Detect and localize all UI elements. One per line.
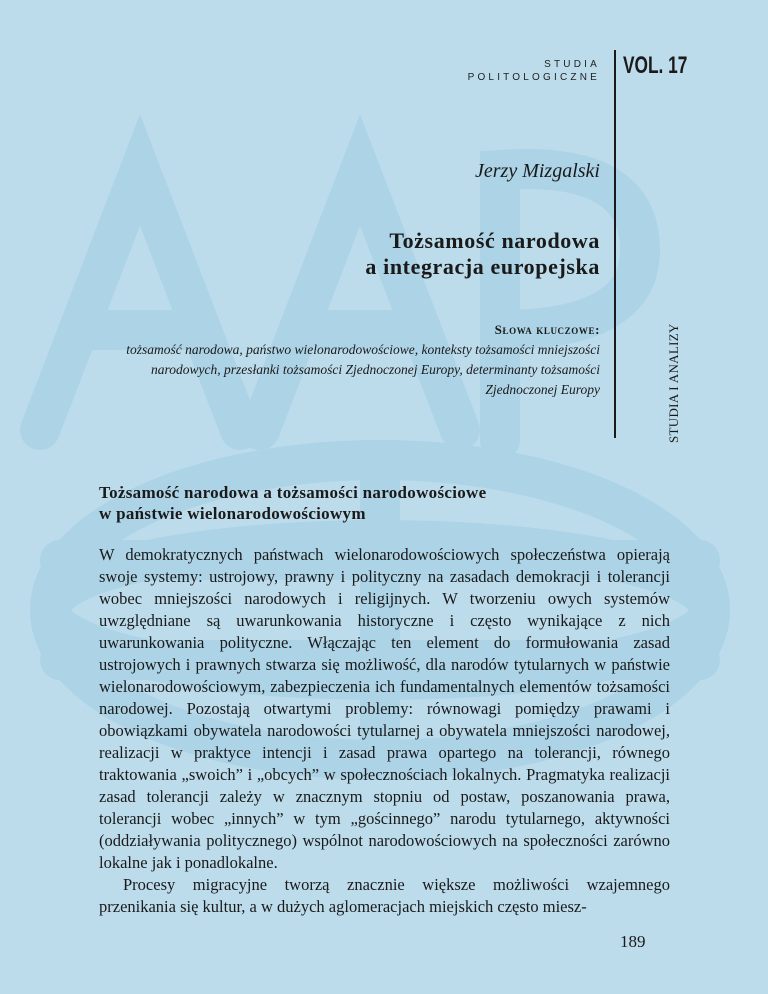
section-heading xyxy=(99,482,486,524)
header-vertical-rule xyxy=(614,50,616,438)
title-line-2: a integracja europejska xyxy=(365,254,600,279)
page-number: 189 xyxy=(620,932,646,951)
article-body xyxy=(99,544,670,918)
article-title xyxy=(365,228,600,280)
title-line-1: Tożsamość narodowa xyxy=(389,228,600,253)
section-heading-line-2: w państwie wielonarodowościowym xyxy=(99,504,366,523)
series-line-2: POLITOLOGICZNE xyxy=(467,72,600,83)
keywords-text: tożsamość narodowa, państwo wielonarodowościowe, konteksty tożsamości mniejszości narodowych, przesłanki tożsamości Zjednoczonej Europy, determinanty tożsamości Zjednoczonej Europy xyxy=(126,342,600,397)
article-author: Jerzy Mizgalski xyxy=(475,160,600,182)
body-paragraph-2: Procesy migracyjne tworzą znacznie większe możliwości wzajemnego przenikania się kultur, a w dużych aglomeracjach miejskich często miesz- xyxy=(99,875,670,916)
keywords-heading: Słowa kluczowe: xyxy=(494,322,600,337)
volume-label: VOL. 17 xyxy=(623,52,688,79)
section-side-label: STUDIA I ANALIZY xyxy=(666,323,681,443)
body-paragraph-1: W demokratycznych państwach wielonarodowościowych społeczeństwa opierają swoje systemy: ustrojowy, prawny i polityczny na zasadach demokracji i tolerancji wobec mniejszości narodowych i religijnych. W tworzeniu owych systemów uwzględniane są uwarunkowania historyczne i często wynikające z nich uwarunkowania polityczne. Włączając ten element do formułowania zasad ustrojowych i prawnych stwarza się możliwość, dla narodów tytularnych w państwie wielonarodowościowym, zabezpieczenia ich fundamentalnych elementów tożsamości narodowej. Pozostają otwartymi problemy: równowagi pomiędzy prawami i obowiązkami obywatela narodowości tytularnej a obywatela mniejszości narodowej, realizacji w praktyce intencji i zasad prawa opartego na tolerancji, równego traktowania „swoich” i „obcych” w społecznościach lokalnych. Pragmatyka realizacji zasad tolerancji zależy w znacznym stopniu od postaw, poszanowania prawa, tolerancji wobec „innych” w tym „gościnnego” narodu tytularnego, aktywności (oddziaływania politycznego) wspólnot narodowościowych na społeczności zarówno lokalne jak i ponadlokalne. xyxy=(99,545,670,872)
journal-series-name xyxy=(468,58,600,84)
section-heading-line-1: Tożsamość narodowa a tożsamości narodowościowe xyxy=(99,483,487,502)
series-line-1: STUDIA xyxy=(544,59,600,70)
